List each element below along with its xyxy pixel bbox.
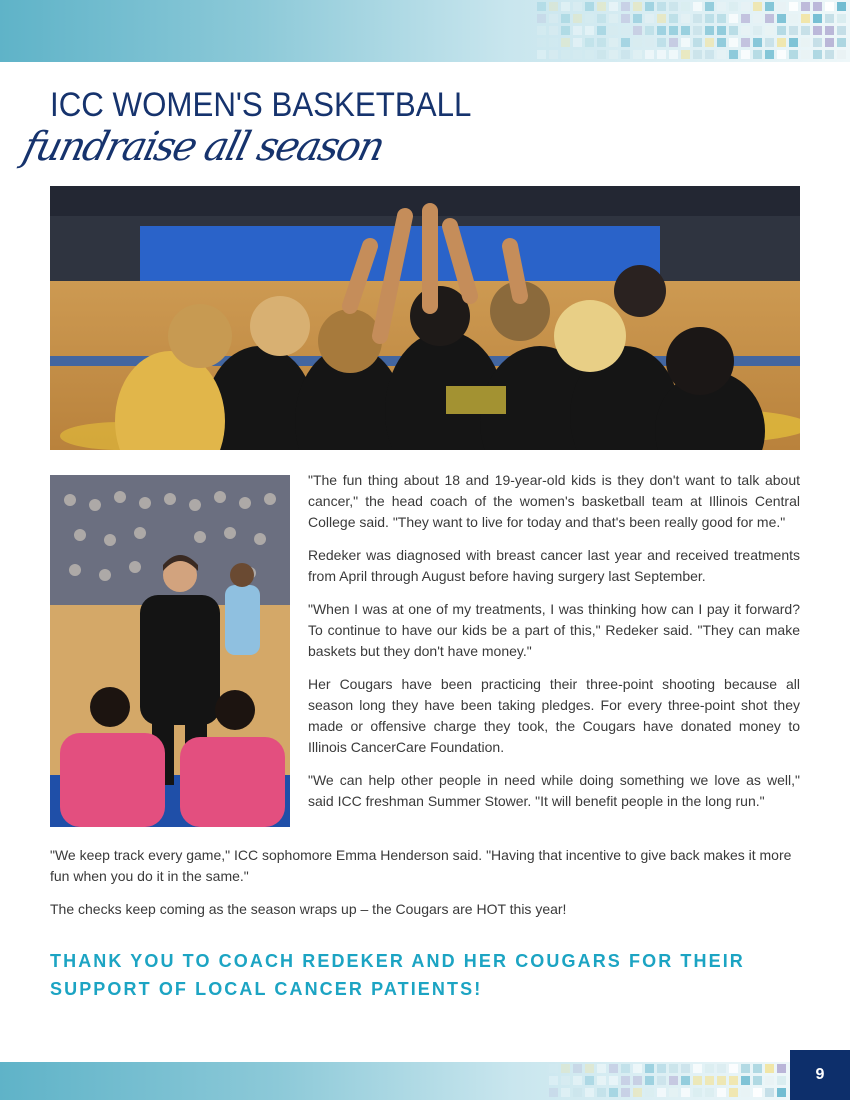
decorative-tile <box>693 1064 702 1073</box>
decorative-tile <box>633 14 642 23</box>
decorative-tile <box>837 2 846 11</box>
decorative-tile <box>585 38 594 47</box>
decorative-tile <box>585 1076 594 1085</box>
decorative-tile <box>837 14 846 23</box>
decorative-tile <box>657 2 666 11</box>
decorative-tile <box>657 26 666 35</box>
decorative-tile <box>729 14 738 23</box>
decorative-tile <box>777 50 786 59</box>
decorative-tile <box>705 2 714 11</box>
decorative-tile <box>801 50 810 59</box>
decorative-tile <box>549 2 558 11</box>
decorative-tile <box>597 1088 606 1097</box>
decorative-tile <box>693 26 702 35</box>
decorative-tile <box>633 26 642 35</box>
decorative-tile <box>693 50 702 59</box>
article-paragraph: Her Cougars have been practicing their three-point shooting because all season long they have been taking pledges. For every three-point shot they made or offensive charge they took, the Cougars have donated money to Illinois CancerCare Foundation. <box>308 676 800 755</box>
decorative-tile <box>765 50 774 59</box>
decorative-tile <box>765 1076 774 1085</box>
decorative-tile <box>705 38 714 47</box>
decorative-tile <box>549 26 558 35</box>
decorative-tile <box>717 1088 726 1097</box>
decorative-tile <box>693 38 702 47</box>
decorative-tile <box>681 1076 690 1085</box>
decorative-tile <box>609 1064 618 1073</box>
decorative-tile <box>609 38 618 47</box>
decorative-tile <box>729 1076 738 1085</box>
decorative-tile <box>669 1064 678 1073</box>
decorative-tile <box>657 14 666 23</box>
decorative-tile <box>729 38 738 47</box>
decorative-tile <box>597 14 606 23</box>
decorative-tile <box>621 1064 630 1073</box>
decorative-tile <box>609 1076 618 1085</box>
decorative-tile <box>717 1076 726 1085</box>
decorative-tile <box>645 14 654 23</box>
decorative-tile <box>717 14 726 23</box>
decorative-tile <box>693 1088 702 1097</box>
decorative-tile <box>573 50 582 59</box>
decorative-tile <box>765 14 774 23</box>
article-column-text <box>308 470 800 824</box>
team-huddle-photo <box>50 186 800 450</box>
decorative-tile <box>537 26 546 35</box>
decorative-tile <box>801 14 810 23</box>
decorative-tile <box>741 1064 750 1073</box>
decorative-tile <box>777 2 786 11</box>
decorative-tile <box>741 26 750 35</box>
decorative-tile <box>705 1088 714 1097</box>
decorative-tile <box>549 38 558 47</box>
decorative-tile <box>681 1064 690 1073</box>
decorative-tile <box>597 26 606 35</box>
decorative-tile <box>597 50 606 59</box>
page-number: 9 <box>815 1066 825 1083</box>
page-number-box <box>790 1050 850 1100</box>
decorative-tile <box>717 26 726 35</box>
decorative-tile <box>585 14 594 23</box>
decorative-tile <box>693 14 702 23</box>
decorative-tile <box>537 14 546 23</box>
decorative-tile <box>669 1088 678 1097</box>
decorative-tile <box>585 1064 594 1073</box>
decorative-tile <box>741 1088 750 1097</box>
decorative-tile <box>645 38 654 47</box>
decorative-tile <box>657 38 666 47</box>
decorative-tile <box>729 1088 738 1097</box>
decorative-tile <box>597 1064 606 1073</box>
decorative-tile <box>573 14 582 23</box>
decorative-tile <box>645 1088 654 1097</box>
decorative-tile <box>669 1076 678 1085</box>
article-paragraph: "We keep track every game," ICC sophomore Emma Henderson said. "Having that incentive to give back makes it more fun when you do it in the same." <box>50 847 792 884</box>
decorative-tile <box>633 1064 642 1073</box>
decorative-tile <box>741 38 750 47</box>
decorative-tile <box>585 50 594 59</box>
decorative-tile <box>837 26 846 35</box>
decorative-tile <box>813 2 822 11</box>
decorative-tile <box>705 26 714 35</box>
decorative-tile <box>573 1076 582 1085</box>
article-paragraph: "When I was at one of my treatments, I was thinking how can I pay it forward? To continue to have our kids be a part of this," Redeker said. "They can make baskets but they don't have money." <box>308 601 800 659</box>
decorative-tile <box>537 38 546 47</box>
decorative-tile <box>777 1064 786 1073</box>
decorative-tile <box>693 2 702 11</box>
decorative-tile <box>813 14 822 23</box>
bottom-tile-pattern <box>549 1064 786 1097</box>
decorative-tile <box>609 14 618 23</box>
decorative-tile <box>549 1088 558 1097</box>
decorative-tile <box>801 2 810 11</box>
decorative-tile <box>549 1064 558 1073</box>
decorative-tile <box>585 2 594 11</box>
decorative-tile <box>669 50 678 59</box>
decorative-tile <box>705 1076 714 1085</box>
decorative-tile <box>633 2 642 11</box>
decorative-tile <box>837 38 846 47</box>
decorative-tile <box>705 14 714 23</box>
decorative-tile <box>621 1088 630 1097</box>
decorative-tile <box>753 2 762 11</box>
thank-you-callout: THANK YOU TO COACH REDEKER AND HER COUGARS FOR THEIR SUPPORT OF LOCAL CANCER PATIENTS! <box>50 951 745 999</box>
decorative-tile <box>681 2 690 11</box>
decorative-tile <box>813 38 822 47</box>
decorative-tile <box>825 14 834 23</box>
decorative-tile <box>753 50 762 59</box>
decorative-tile <box>621 38 630 47</box>
decorative-tile <box>765 1064 774 1073</box>
decorative-tile <box>549 14 558 23</box>
decorative-tile <box>741 2 750 11</box>
decorative-tile <box>777 38 786 47</box>
decorative-tile <box>609 26 618 35</box>
decorative-tile <box>549 1076 558 1085</box>
decorative-tile <box>777 26 786 35</box>
decorative-tile <box>669 38 678 47</box>
decorative-tile <box>753 14 762 23</box>
decorative-tile <box>549 50 558 59</box>
decorative-tile <box>717 1064 726 1073</box>
decorative-tile <box>561 14 570 23</box>
decorative-tile <box>621 50 630 59</box>
decorative-tile <box>705 1064 714 1073</box>
decorative-tile <box>585 26 594 35</box>
decorative-tile <box>825 2 834 11</box>
decorative-tile <box>729 1064 738 1073</box>
decorative-tile <box>645 1076 654 1085</box>
decorative-tile <box>741 14 750 23</box>
decorative-tile <box>561 1088 570 1097</box>
decorative-tile <box>609 1088 618 1097</box>
decorative-tile <box>837 50 846 59</box>
decorative-tile <box>753 38 762 47</box>
article-paragraph: "The fun thing about 18 and 19-year-old kids is they don't want to talk about cancer," the head coach of the women's basketball team at Illinois Central College said. "They want to live for today and that's been really good for me." <box>308 472 800 530</box>
decorative-tile <box>561 38 570 47</box>
decorative-tile <box>645 26 654 35</box>
decorative-tile <box>561 2 570 11</box>
decorative-tile <box>621 26 630 35</box>
decorative-tile <box>597 1076 606 1085</box>
decorative-tile <box>633 50 642 59</box>
decorative-tile <box>813 50 822 59</box>
decorative-tile <box>765 38 774 47</box>
decorative-tile <box>753 1088 762 1097</box>
decorative-tile <box>585 1088 594 1097</box>
decorative-tile <box>825 50 834 59</box>
bottom-banner <box>0 1062 790 1100</box>
decorative-tile <box>621 14 630 23</box>
decorative-tile <box>657 1088 666 1097</box>
decorative-tile <box>657 50 666 59</box>
decorative-tile <box>789 50 798 59</box>
article-paragraph: The checks keep coming as the season wraps up – the Cougars are HOT this year! <box>50 901 567 917</box>
decorative-tile <box>621 1076 630 1085</box>
decorative-tile <box>633 1088 642 1097</box>
decorative-tile <box>621 2 630 11</box>
page-subtitle: fundraise all season <box>18 124 388 170</box>
decorative-tile <box>753 1076 762 1085</box>
decorative-tile <box>825 26 834 35</box>
decorative-tile <box>729 2 738 11</box>
article-paragraph: "We can help other people in need while doing something we love as well," said ICC freshman Summer Stower. "It will benefit people in the long run." <box>308 772 800 809</box>
decorative-tile <box>645 1064 654 1073</box>
decorative-tile <box>789 26 798 35</box>
decorative-tile <box>717 38 726 47</box>
decorative-tile <box>645 50 654 59</box>
decorative-tile <box>729 50 738 59</box>
decorative-tile <box>573 1064 582 1073</box>
decorative-tile <box>597 2 606 11</box>
decorative-tile <box>561 50 570 59</box>
decorative-tile <box>777 1088 786 1097</box>
decorative-tile <box>609 50 618 59</box>
article-paragraph: Redeker was diagnosed with breast cancer last year and received treatments from April through August before having surgery last September. <box>308 547 800 584</box>
article-full-text <box>50 845 800 932</box>
decorative-tile <box>537 2 546 11</box>
coach-sideline-photo <box>50 475 290 827</box>
decorative-tile <box>681 38 690 47</box>
decorative-tile <box>669 26 678 35</box>
team-huddle-illustration <box>50 186 800 450</box>
decorative-tile <box>561 26 570 35</box>
decorative-tile <box>789 14 798 23</box>
decorative-tile <box>729 26 738 35</box>
top-tile-pattern <box>537 2 846 59</box>
decorative-tile <box>681 50 690 59</box>
decorative-tile <box>681 14 690 23</box>
decorative-tile <box>645 2 654 11</box>
decorative-tile <box>633 1076 642 1085</box>
decorative-tile <box>537 50 546 59</box>
decorative-tile <box>597 38 606 47</box>
decorative-tile <box>633 38 642 47</box>
decorative-tile <box>777 14 786 23</box>
decorative-tile <box>561 1076 570 1085</box>
decorative-tile <box>753 1064 762 1073</box>
decorative-tile <box>789 2 798 11</box>
decorative-tile <box>681 1088 690 1097</box>
decorative-tile <box>717 50 726 59</box>
decorative-tile <box>609 2 618 11</box>
coach-sideline-illustration <box>50 475 290 827</box>
decorative-tile <box>657 1076 666 1085</box>
decorative-tile <box>765 1088 774 1097</box>
decorative-tile <box>657 1064 666 1073</box>
page-title: ICC WOMEN'S BASKETBALL <box>50 86 472 124</box>
decorative-tile <box>753 26 762 35</box>
decorative-tile <box>561 1064 570 1073</box>
decorative-tile <box>573 26 582 35</box>
decorative-tile <box>681 26 690 35</box>
decorative-tile <box>573 2 582 11</box>
decorative-tile <box>573 38 582 47</box>
top-banner <box>0 0 850 62</box>
decorative-tile <box>813 26 822 35</box>
decorative-tile <box>789 38 798 47</box>
decorative-tile <box>705 50 714 59</box>
decorative-tile <box>765 2 774 11</box>
decorative-tile <box>693 1076 702 1085</box>
decorative-tile <box>777 1076 786 1085</box>
decorative-tile <box>825 38 834 47</box>
decorative-tile <box>741 1076 750 1085</box>
decorative-tile <box>573 1088 582 1097</box>
decorative-tile <box>717 2 726 11</box>
decorative-tile <box>765 26 774 35</box>
decorative-tile <box>669 2 678 11</box>
decorative-tile <box>669 14 678 23</box>
decorative-tile <box>741 50 750 59</box>
decorative-tile <box>801 38 810 47</box>
decorative-tile <box>801 26 810 35</box>
